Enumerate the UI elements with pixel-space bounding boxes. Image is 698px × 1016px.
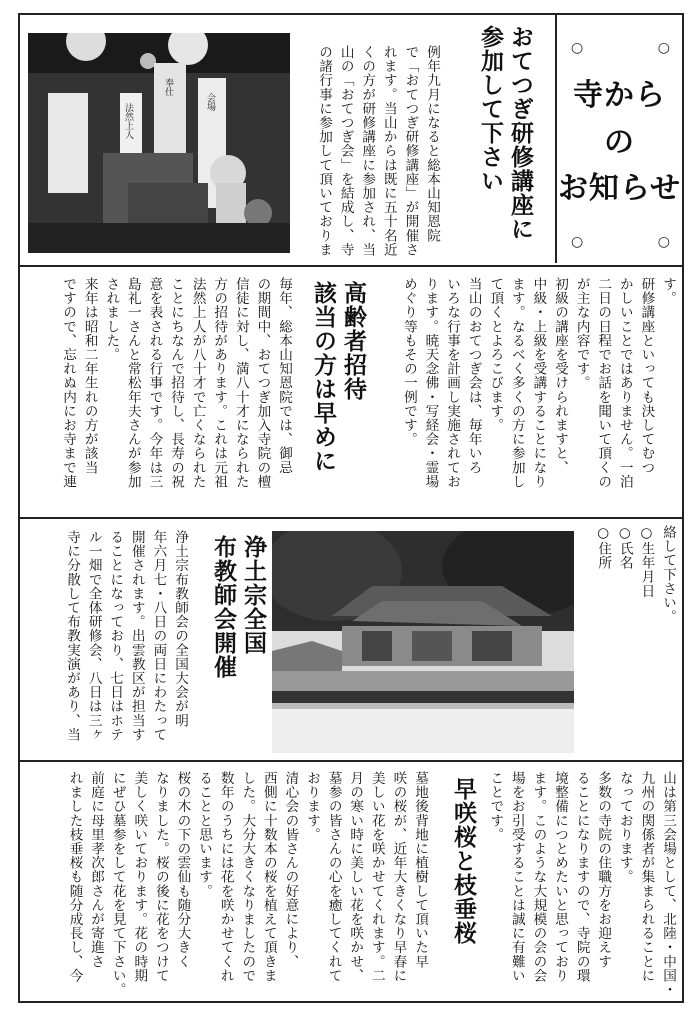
- newsletter-page: [18, 13, 684, 1003]
- masthead-line-1: 寺から: [573, 78, 666, 113]
- koreisha-body-continued: 絡して下さい。 ○生年月日 ○氏名 ○住所: [595, 525, 676, 624]
- section-divider: [20, 760, 682, 762]
- koreisha-heading: 高齢者招待 該当の方は早めに: [310, 281, 366, 473]
- temple-photo: [272, 531, 574, 753]
- corner-circle-icon: ○: [657, 40, 670, 56]
- masthead-line-2: の: [604, 125, 635, 160]
- sakura-body: 墓地後背地に植樹して頂いた早 咲の桜が、近年大きくなり早春に 美しい花を咲かせてくれます。二 月の寒い時に美しい花を咲かせ、 墓参の皆さんの心を癒してくれて おります。 清心会の皆さんの好意により、 西側に十数本の桜を植えて頂きま した。大分大きくなりましたので 数年のうちには花を咲かせてくれ ることと思います。 桜の木の下の雲仙も随分大きく なりました。桜の後に花をつけて 美しく咲いております。花の時期 にぜひ墓参をして花を見て下さい。 前庭に母里孝次郎さんが寄進さ れました枝垂桜も随分成長し、今: [66, 771, 428, 997]
- altar-sign-text: 奉仕: [163, 78, 173, 96]
- corner-circle-icon: ○: [571, 234, 584, 250]
- section-divider: [20, 517, 682, 519]
- masthead-box: [555, 15, 682, 263]
- fukyoshi-body: 浄土宗布教師会の全国大会が明 年六月七・八日の両日にわたって 開催されます。出雲教区が担当す ることになっており、七日はホテ ル一畑で全体研修会、八日は三ヶ 寺に分散して布教実演があり、当: [64, 530, 188, 742]
- altar-photo: [28, 33, 290, 253]
- altar-sign-text: 法然上人: [123, 103, 133, 139]
- section-divider: [20, 265, 682, 267]
- corner-circle-icon: ○: [571, 40, 584, 56]
- altar-photo-image: [28, 33, 290, 253]
- koreisha-body: 毎年、総本山知恩院では、御忌 の期間中、おてつぎ加入寺院の檀 信徒に対し、満八十才になられた 方の招待があります。これは元祖 法然上人が八十才で亡くなられた ことにちなんで招待し、長寿の祝 意を表される行事です。今年は三 島礼一さんと常松年夫さんが参加 されました。 来年は昭和二年生れの方が該当 ですので、忘れぬ内にお寺まで連: [60, 277, 292, 489]
- temple-photo-image: [272, 531, 574, 753]
- altar-sign-text: 会場: [205, 93, 215, 111]
- masthead-line-3: お知らせ: [557, 171, 682, 206]
- kenshu-body-continued: す。 研修講座といっても決してむつ かしいことではありません。一泊 二日の日程でお話を聞いて頂くの が主な内容です。 初級の講座を受けられますと、 中級・上級を受講することになり ます。なるべく多くの方に参加し て頂くとよろこびます。 当山のおてつぎ会は、毎年いろ いろな行事を計画し実施されてお ります。暁天念佛・写経会・霊場 めぐり等もその一例です。: [400, 277, 676, 489]
- fukyoshi-body-continued: 山は第三会場として、北陸・中国・ 九州の関係者が集まられることに なっております。 多数の寺院の住職方をお迎えす ることになりますので、寺院の環 境整備につとめたいと思っており ます。このような大規模の会の会 場をお引受することは誠に有難い ことです。: [487, 771, 676, 997]
- corner-circle-icon: ○: [657, 234, 670, 250]
- sakura-heading: 早咲桜と枝垂桜: [450, 777, 476, 945]
- kenshu-heading: おてつぎ研修講座に 参加して下さい: [477, 25, 533, 241]
- fukyoshi-heading: 浄土宗全国 布教師会開催: [210, 535, 266, 679]
- kenshu-body-top: 例年九月になると総本山知恩院 で「おてつぎ研修講座」が開催さ れます。当山からは既に五十名近 くの方が研修講座に参加され、当 山の「おてつぎ会」を結成し、寺 の諸行事に参加して頂いておりま: [316, 45, 440, 257]
